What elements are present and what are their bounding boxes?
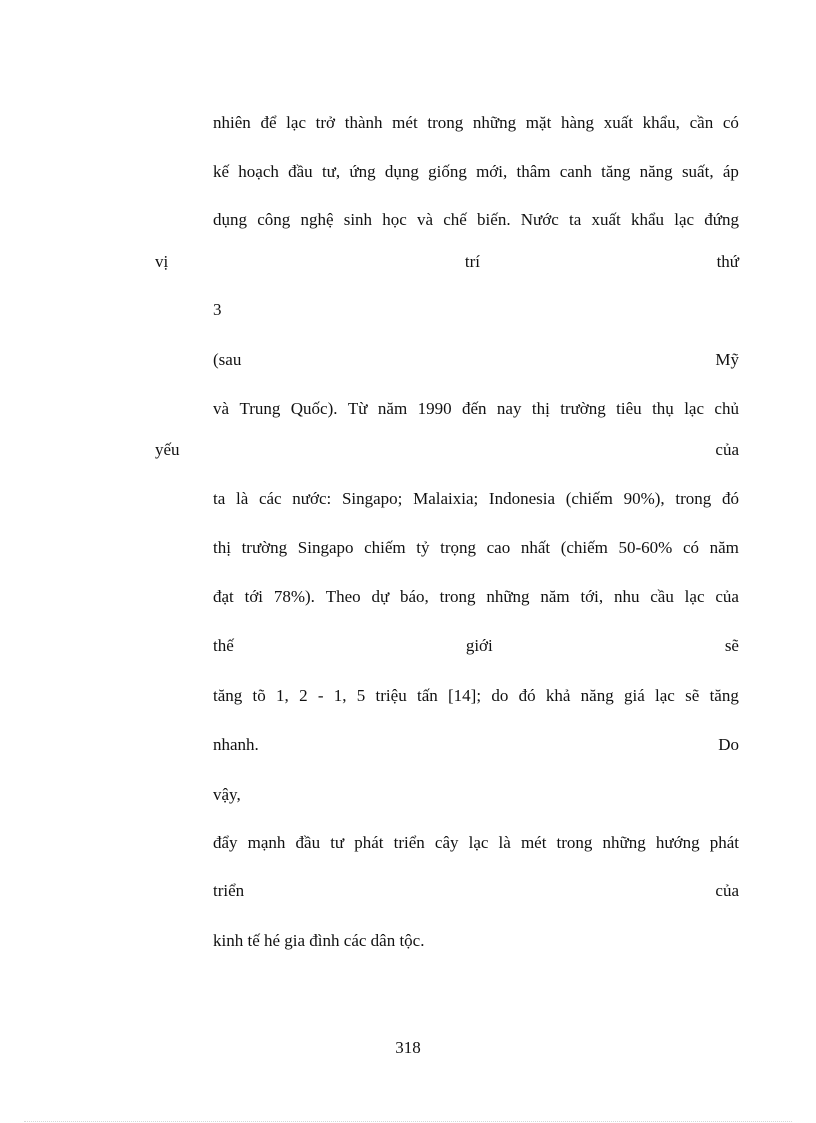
word: ta [213,489,226,508]
word: sẽ [685,686,700,705]
word: cây [434,833,459,852]
word: tới, [580,587,604,606]
word: ta [569,210,582,229]
word: 1, [276,686,289,705]
word: dụng [384,162,419,181]
word: đầu [295,833,321,852]
word: chiếm [364,538,406,557]
text-line-6 [213,348,739,372]
word: 2 [299,686,308,705]
text-line-13 [213,684,739,708]
word: là [498,833,511,852]
word: khả [545,686,571,705]
word: đến [461,399,487,418]
word: sinh [343,210,373,229]
word: trong [556,833,593,852]
word: trong [427,113,464,132]
text-line-17 [213,879,739,903]
word: đó [721,489,739,508]
word: và [417,210,434,229]
word: tăng [709,686,739,705]
word: trường [560,399,606,418]
word: suất, [681,162,714,181]
word: Singapo; [341,489,403,508]
word: những [486,587,530,606]
text-line-7 [213,397,739,421]
word: tăng [213,686,243,705]
text-line-16 [213,831,739,855]
text-line-10 [213,536,739,560]
word: tăng [601,162,631,181]
word: có [682,538,699,557]
word: xuất [591,210,621,229]
word: đó [518,686,536,705]
text-line-18: kinh tế hé gia đình các dân tộc. [213,931,425,950]
word: nghệ [300,210,334,229]
word: ứng [349,162,376,181]
word: lạc [684,587,705,606]
word: hướng [655,833,700,852]
word: để [260,113,277,132]
word: có [722,113,739,132]
word: các [258,489,282,508]
word: tiêu [616,399,642,418]
word: yếu [155,440,180,459]
word: lạc [655,686,675,705]
word: của [715,881,739,900]
word: lạc [468,833,489,852]
word: Nước [520,210,559,229]
word: triển [213,881,245,900]
text-line-14 [213,733,739,757]
word: thụ [652,399,674,418]
word: những [472,113,517,132]
word: cầu [650,587,674,606]
word: kế [213,162,230,181]
word: tới [244,587,264,606]
word: mét [392,113,418,132]
text-line-1 [213,111,739,135]
word: Malaixia; [413,489,479,508]
word: tấn [416,686,438,705]
text-line-9 [213,487,739,511]
word: sẽ [724,636,739,655]
word: năm [709,538,739,557]
word: của [715,440,739,459]
word: nhanh. [213,735,259,754]
word: Trung [239,399,281,418]
word: công [257,210,291,229]
word: học [382,210,407,229]
word: cần [689,113,714,132]
word: (chiếm [560,538,608,557]
word: đầu [288,162,313,181]
word: hàng [560,113,595,132]
word: lạc [286,113,306,132]
word: 90%), [623,489,665,508]
word: dụng [213,210,247,229]
page-bottom-rule [24,1121,792,1122]
word: cao [486,538,511,557]
word: mới, [476,162,508,181]
word: mặt [525,113,552,132]
word: nước: [292,489,332,508]
word: mét [520,833,547,852]
word: Do [718,735,739,754]
word: nhất [520,538,551,557]
word: giống [428,162,467,181]
word: chế [443,210,467,229]
word: lạc [684,399,705,418]
word: Từ [347,399,368,418]
text-line-12 [213,634,739,658]
word: nhu [613,587,640,606]
word: [14]; [448,686,482,705]
word: 1990 [417,399,452,418]
word: nay [496,399,522,418]
word: thâm [516,162,551,181]
word: lạc [674,210,695,229]
word: trí [464,252,480,271]
word: Quốc). [290,399,338,418]
word: vị [155,252,169,271]
word: tư [330,833,345,852]
text-line-8 [155,438,739,462]
word: những [602,833,646,852]
word: xuất [603,113,633,132]
word: trong [439,587,476,606]
word: (sau [213,350,242,369]
word: tư, [321,162,341,181]
word: phát [354,833,384,852]
word: trở [315,113,336,132]
word: do [491,686,509,705]
word: Singapo [297,538,354,557]
word: đứng [704,210,739,229]
word: tõ [252,686,266,705]
word: năng [580,686,614,705]
word: khẩu [630,210,665,229]
word: 1, [333,686,347,705]
word: mạnh [247,833,286,852]
word: 50-60% [618,538,673,557]
word: khẩu, [642,113,680,132]
word: 78%). [273,587,315,606]
word: phát [709,833,739,852]
word: - [317,686,324,705]
word: tỷ [416,538,430,557]
word: đẩy [213,833,238,852]
word: triển [393,833,425,852]
word: và [213,399,230,418]
word: biến. [477,210,511,229]
word: Indonesia [488,489,556,508]
word: đạt [213,587,234,606]
word: triệu [375,686,407,705]
word: là [235,489,249,508]
text-line-11 [213,585,739,609]
word: nhiên [213,113,251,132]
word: trọng [440,538,476,557]
word: thế [213,636,234,655]
word: thị [531,399,550,418]
text-line-4 [155,250,739,274]
text-line-5: 3 [213,300,222,319]
word: dự [371,587,390,606]
word: hoạch [238,162,279,181]
word: thứ [716,252,739,271]
word: Mỹ [715,350,739,369]
word: của [715,587,739,606]
word: trong [675,489,712,508]
word: canh [559,162,592,181]
word: giới [465,636,493,655]
word: trường [241,538,288,557]
text-line-2 [213,160,739,184]
word: 5 [356,686,366,705]
word: thị [213,538,231,557]
word: giá [623,686,645,705]
word: Theo [325,587,361,606]
word: năm [540,587,570,606]
word: (chiếm [565,489,613,508]
page-number: 318 [395,1038,421,1057]
word: báo, [400,587,429,606]
text-line-3 [213,208,739,232]
word: thành [344,113,383,132]
text-line-15: vậy, [213,785,241,804]
word: năm [377,399,408,418]
word: chủ [714,399,739,418]
word: năng [639,162,673,181]
word: áp [722,162,739,181]
